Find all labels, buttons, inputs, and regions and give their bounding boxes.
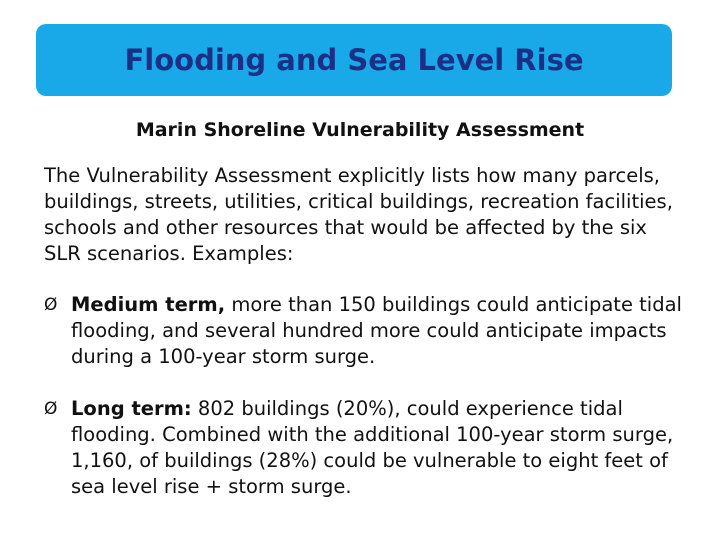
bullet-item-medium-term (44, 292, 684, 370)
section-subtitle: Marin Shoreline Vulnerability Assessment (135, 119, 585, 141)
page-title: Flooding and Sea Level Rise (124, 43, 584, 77)
bullet-lead: Medium term, (71, 293, 226, 316)
bullet-item-long-term (44, 396, 684, 500)
bullet-lead: Long term: (71, 397, 192, 420)
bullet-body (71, 396, 684, 500)
bullet-text: 802 buildings (20%), could experience tidal flooding. Combined with the additional 100-year storm surge, 1,160, of buildings (28%) could be vulnerable to eight feet of sea level rise + storm surge. (71, 397, 674, 498)
intro-paragraph: The Vulnerability Assessment explicitly lists how many parcels, buildings, streets, utilities, critical buildings, recreation facilities, schools and other resources that would be affected by the six SLR scenarios. Examples: (44, 164, 673, 265)
arrow-bullet-icon: Ø (44, 295, 58, 315)
title-banner (36, 24, 672, 96)
bullet-text: more than 150 buildings could anticipate tidal flooding, and several hundred more could anticipate impacts during a 100-year storm surge. (71, 293, 682, 368)
arrow-bullet-icon: Ø (44, 399, 58, 419)
bullet-body (71, 292, 684, 370)
